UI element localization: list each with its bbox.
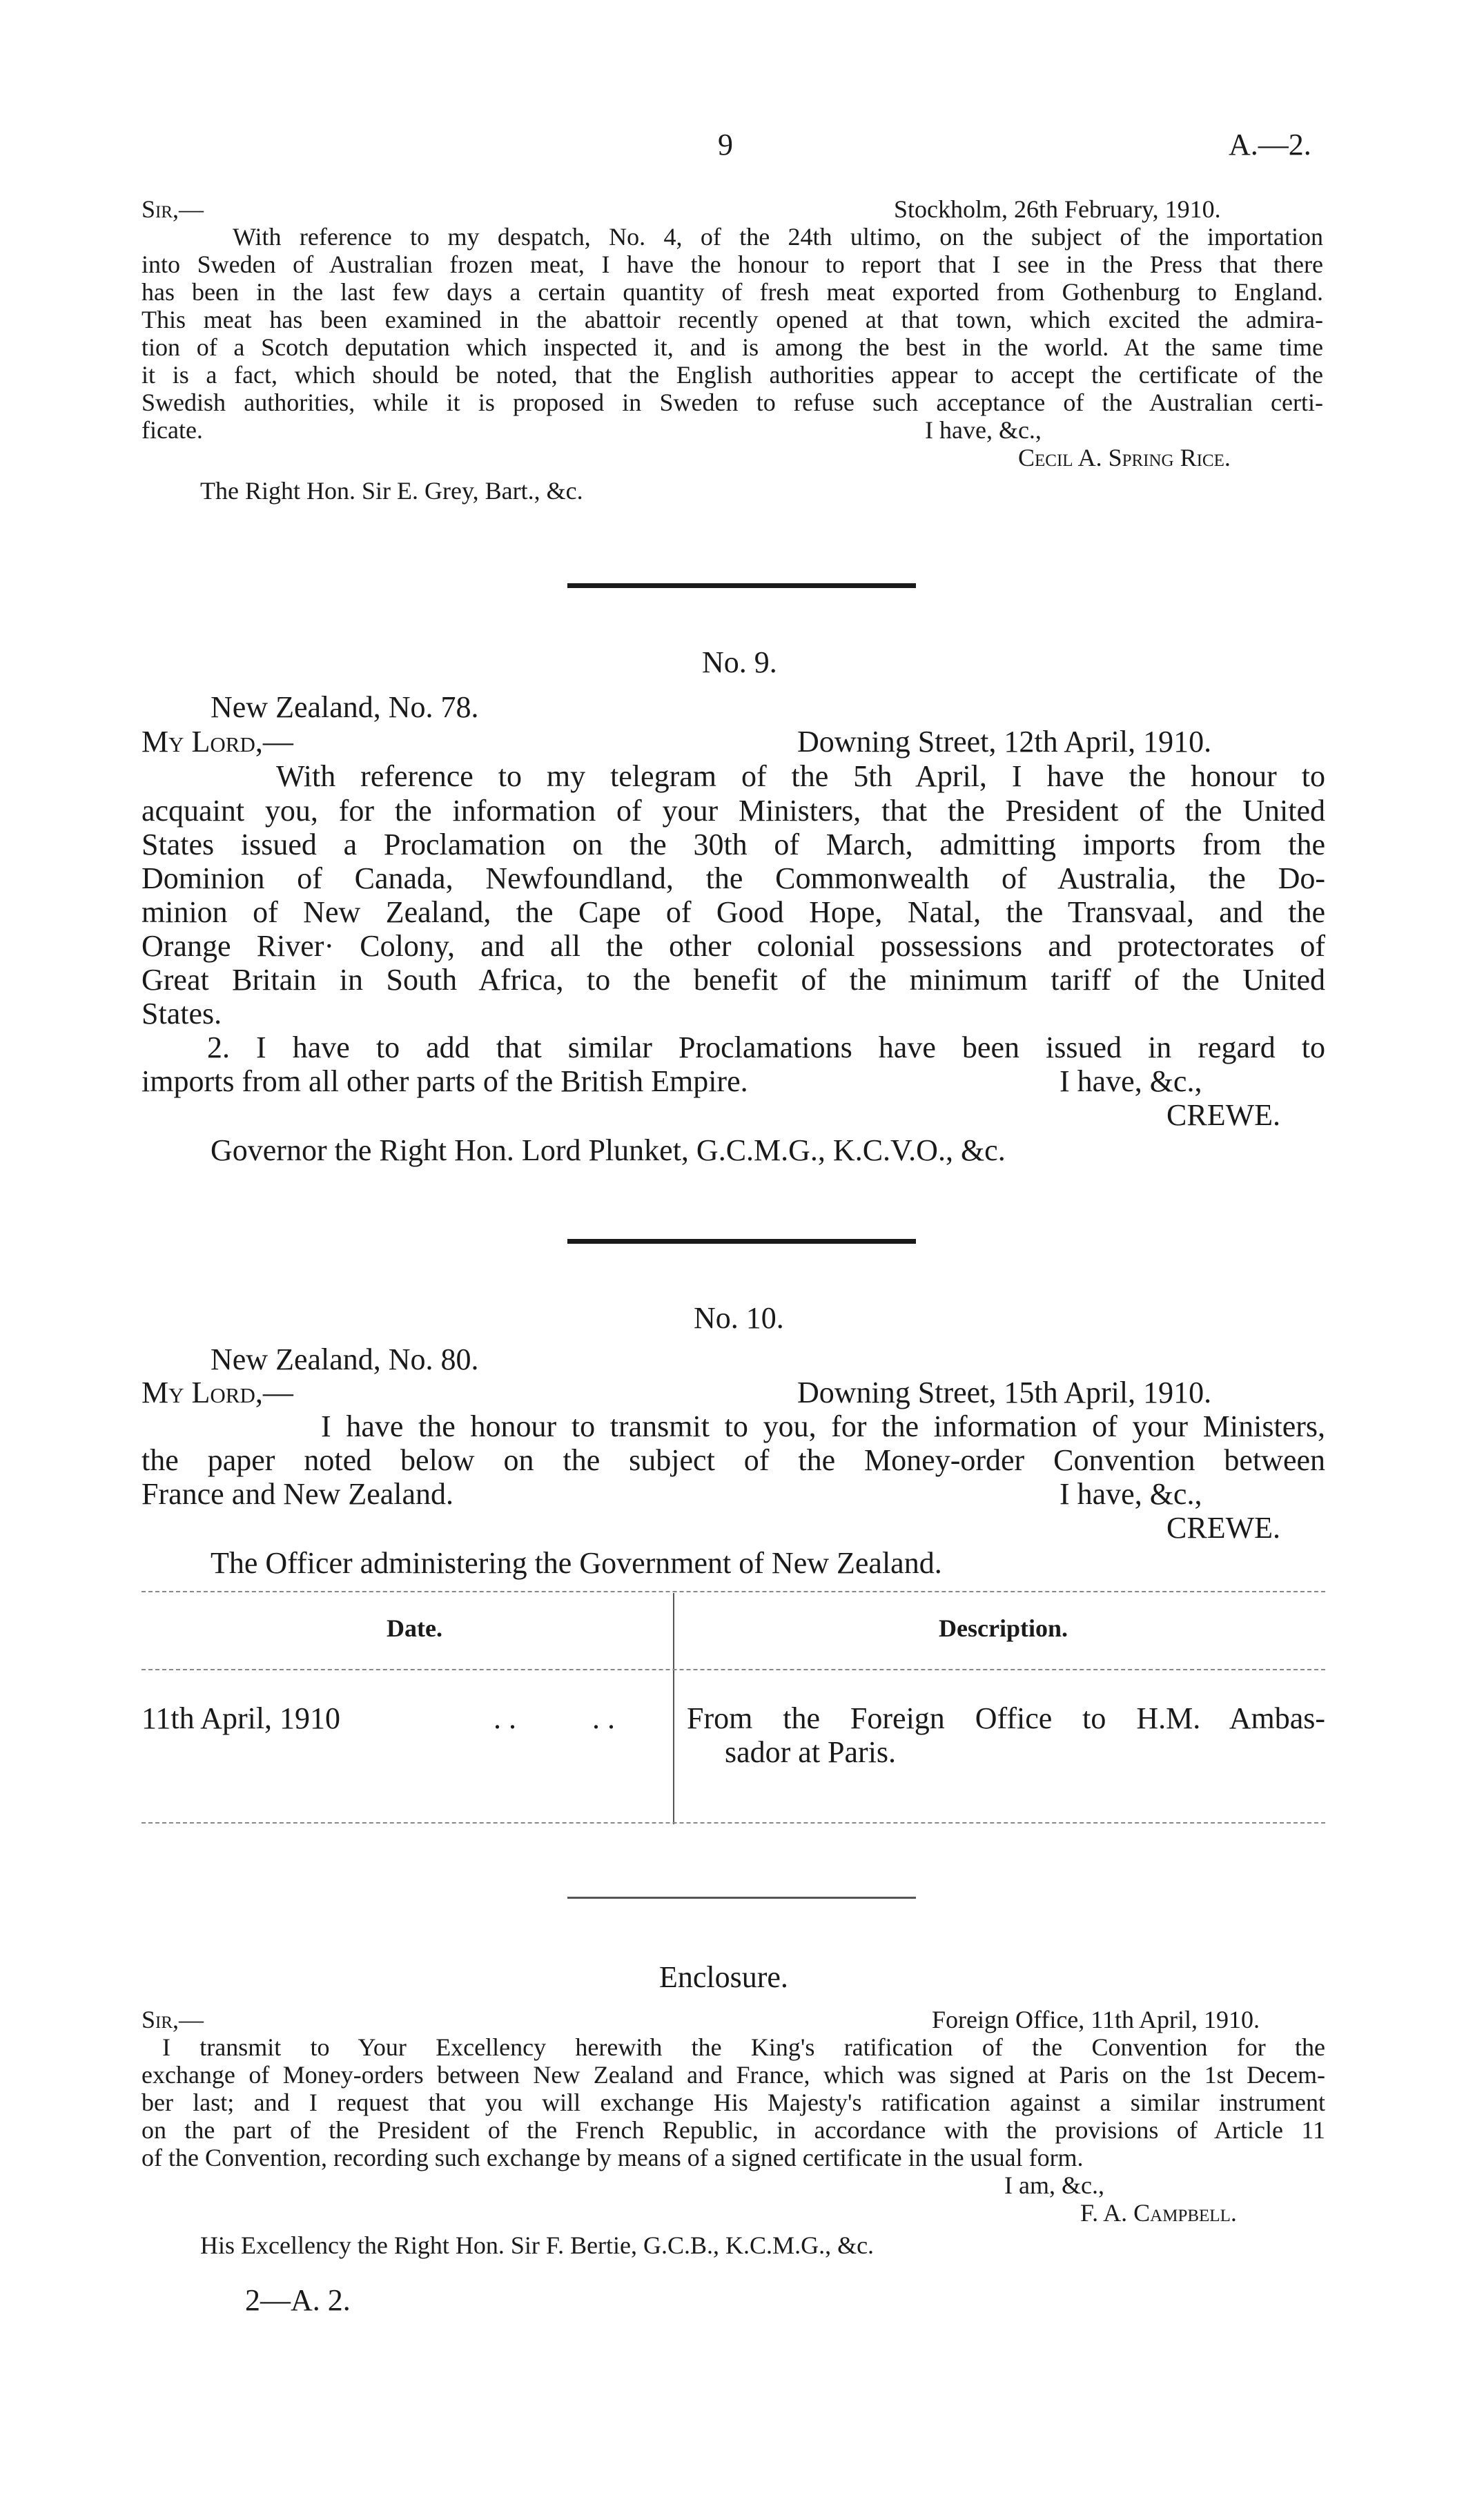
no10-closing: I have, &c., <box>1060 1477 1202 1511</box>
letter1-line: This meat has been examined in the abattoir recently opened at that town, which excited the admira- <box>141 306 1323 333</box>
no10-place-date: Downing Street, 15th April, 1910. <box>797 1376 1212 1409</box>
table-top-rule <box>141 1591 1325 1592</box>
letter1-line: Swedish authorities, while it is proposed in Sweden to refuse such acceptance of the Australian certi- <box>141 389 1323 416</box>
table-cell-leader: . . . . <box>494 1701 615 1735</box>
no9-place-date: Downing Street, 12th April, 1910. <box>797 725 1212 759</box>
no10-line: France and New Zealand. <box>141 1477 454 1511</box>
no10-reference: New Zealand, No. 80. <box>211 1342 479 1376</box>
no9-line: acquaint you, for the information of your Ministers, that the President of the United <box>141 794 1325 828</box>
no9-reference: New Zealand, No. 78. <box>211 690 479 724</box>
no9-addressee: Governor the Right Hon. Lord Plunket, G.C.M.G., K.C.V.O., &c. <box>211 1133 1006 1167</box>
letter1-signature: Cecil A. Spring Rice. <box>1018 444 1231 471</box>
enclosure-line: on the part of the President of the French Republic, in accordance with the provisions of Article 11 <box>141 2116 1325 2144</box>
no10-signature: CREWE. <box>1166 1511 1280 1545</box>
no9-line: minion of New Zealand, the Cape of Good Hope, Natal, the Transvaal, and the <box>141 895 1325 929</box>
table-cell-date: 11th April, 1910 <box>141 1701 341 1735</box>
table-cell-description: sador at Paris. <box>725 1735 897 1769</box>
letter1-line: it is a fact, which should be noted, that the English authorities appear to accept the certificate of the <box>141 361 1323 389</box>
table-cell-description: From the Foreign Office to H.M. Ambas- <box>687 1701 1325 1735</box>
section-divider <box>567 583 916 588</box>
section-divider <box>567 1239 916 1244</box>
letter1-line: With reference to my despatch, No. 4, of the 24th ultimo, on the subject of the importation <box>233 223 1323 251</box>
signature-mark: 2—A. 2. <box>245 2283 351 2317</box>
letter1-place-date: Stockholm, 26th February, 1910. <box>894 195 1221 223</box>
no9-line: States issued a Proclamation on the 30th of March, admitting imports from the <box>141 828 1325 861</box>
letter1-line: has been in the last few days a certain quantity of fresh meat exported from Gothenburg to England. <box>141 278 1323 306</box>
letter1-closing: I have, &c., <box>925 416 1042 444</box>
no10-line: the paper noted below on the subject of the Money-order Convention between <box>141 1443 1325 1477</box>
enclosure-closing: I am, &c., <box>1004 2171 1104 2199</box>
no9-salutation: My Lord,— <box>141 725 293 759</box>
page-number: 9 <box>718 128 733 162</box>
section-divider <box>567 1897 916 1899</box>
enclosure-addressee: His Excellency the Right Hon. Sir F. Bertie, G.C.B., K.C.M.G., &c. <box>200 2231 875 2259</box>
table-column-divider <box>673 1593 674 1824</box>
letter1-line: into Sweden of Australian frozen meat, I have the honour to report that I see in the Press that there <box>141 251 1323 278</box>
no9-line: Orange River· Colony, and all the other colonial possessions and protectorates of <box>141 929 1325 963</box>
enclosure-line: of the Convention, recording such exchange by means of a signed certificate in the usual form. <box>141 2144 1084 2171</box>
no9-heading: No. 9. <box>702 645 777 679</box>
table-header-rule <box>141 1669 1325 1670</box>
no10-salutation: My Lord,— <box>141 1376 293 1409</box>
document-ref: A.—2. <box>1229 128 1311 162</box>
no9-line: imports from all other parts of the British Empire. <box>141 1064 748 1098</box>
no9-closing: I have, &c., <box>1060 1064 1202 1098</box>
enclosure-salutation: Sir,— <box>141 2006 204 2033</box>
no10-addressee: The Officer administering the Government of New Zealand. <box>211 1546 942 1580</box>
letter1-salutation: Sir,— <box>141 195 204 223</box>
no9-line: Dominion of Canada, Newfoundland, the Commonwealth of Australia, the Do- <box>141 861 1325 895</box>
no9-line: States. <box>141 997 222 1030</box>
enclosure-place-date: Foreign Office, 11th April, 1910. <box>932 2006 1260 2033</box>
enclosure-line: exchange of Money-orders between New Zealand and France, which was signed at Paris on the 1st Decem- <box>141 2061 1325 2089</box>
letter1-addressee: The Right Hon. Sir E. Grey, Bart., &c. <box>200 477 583 505</box>
enclosure-line: I transmit to Your Excellency herewith the King's ratification of the Convention for the <box>162 2033 1325 2061</box>
no10-line: I have the honour to transmit to you, for the information of your Ministers, <box>321 1409 1325 1443</box>
enclosure-heading: Enclosure. <box>659 1960 788 1994</box>
enclosure-signature: F. A. Campbell. <box>1080 2199 1237 2227</box>
no10-heading: No. 10. <box>694 1301 784 1335</box>
no9-line: Great Britain in South Africa, to the benefit of the minimum tariff of the United <box>141 963 1325 997</box>
letter1-line: tion of a Scotch deputation which inspected it, and is among the best in the world. At the same time <box>141 333 1323 361</box>
table-header-description: Description. <box>939 1614 1068 1642</box>
no9-line: 2. I have to add that similar Proclamations have been issued in regard to <box>207 1030 1325 1064</box>
enclosure-line: ber last; and I request that you will exchange His Majesty's ratification against a similar instrument <box>141 2089 1325 2116</box>
table-header-date: Date. <box>387 1614 442 1642</box>
letter1-line: ficate. <box>141 416 203 444</box>
no9-signature: CREWE. <box>1166 1098 1280 1132</box>
no9-line: With reference to my telegram of the 5th April, I have the honour to <box>276 759 1325 793</box>
table-bottom-rule <box>141 1822 1325 1824</box>
